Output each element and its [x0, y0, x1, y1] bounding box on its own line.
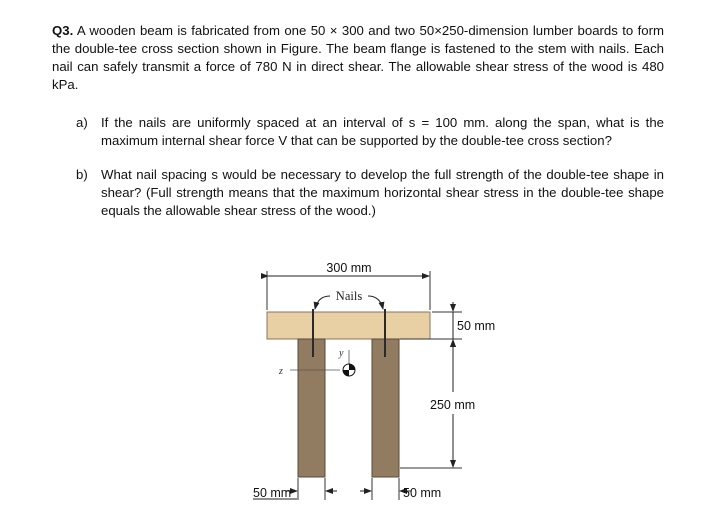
left-stem-width-label: 50 mm	[253, 486, 292, 500]
nails-leader-right	[368, 296, 383, 309]
right-stem-width-label: 50 mm	[403, 486, 442, 500]
nails-leader-left	[315, 296, 330, 309]
y-axis-label: y	[339, 348, 344, 359]
z-axis-label: z	[279, 366, 283, 377]
part-b-label: b)	[76, 167, 88, 182]
part-a-text: If the nails are uniformly spaced at an interval of s = 100 mm. along the span, what is the maximum internal shear force V that can be supported by the double-tee cross section?	[101, 115, 664, 148]
flange-board	[267, 312, 430, 339]
part-b-text: What nail spacing s would be necessary to develop the full strength of the double-tee shape in shear? (Full strength means that the maximum horizontal shear stress in the double-tee shape equals the allowable shear stress of the wood.)	[101, 167, 664, 218]
stem-height-label: 250 mm	[430, 398, 476, 412]
question-number: Q3.	[52, 23, 74, 38]
question-text: A wooden beam is fabricated from one 50 × 300 and two 50×250-dimension lumber boards to form the double-tee cross section shown in Figure. The beam flange is fastened to the stem with nails. Each nail can safely transmit a force of 780 N in direct shear. The allowable shear stress of the wood is 480 kPa.	[52, 23, 664, 92]
nails-label: Nails	[335, 289, 363, 303]
centroid-symbol	[343, 364, 355, 376]
part-a-label: a)	[76, 115, 88, 130]
stem-board-left	[298, 339, 325, 477]
flange-width-label: 300 mm	[326, 261, 372, 275]
flange-thickness-label: 50 mm	[457, 319, 496, 333]
stem-board-right	[372, 339, 399, 477]
